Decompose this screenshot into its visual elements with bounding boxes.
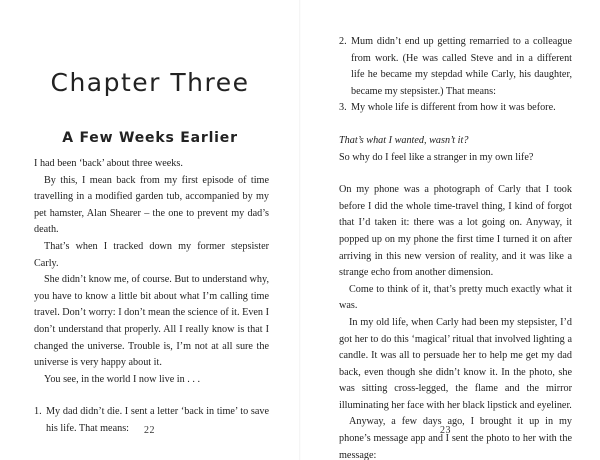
section-title: A Few Weeks Earlier bbox=[62, 130, 238, 146]
paragraph: She didn’t know me, of course. But to understand why, you have to know a little bit about what I’m calling time travel. Don’t worry: I don’t mean the science of it. Even I don’t understand that properly. All I really know is that I changed the universe. Trouble is, I’m not at all sure the universe is very happy about it. bbox=[34, 274, 269, 369]
list-text: My whole life is different from how it was before. bbox=[351, 102, 556, 114]
page-number: 23 bbox=[440, 425, 451, 436]
paragraph: On my phone was a photograph of Carly that I took before I did the whole time-travel thing, I kind of forgot that I’d taken it: there was a lot going on. Anyway, it popped up on my phone the first time I turned it on after arriving in this new version of reality, and it was like a strange echo from another dimension. bbox=[339, 184, 572, 279]
list-item bbox=[339, 100, 572, 117]
paragraph: You see, in the world I now live in . . . bbox=[44, 373, 201, 385]
list-text: My dad didn’t die. I sent a letter ‘back in time’ to save his life. That means: bbox=[46, 406, 269, 434]
right-page-body bbox=[339, 34, 572, 460]
question-line: So why do I feel like a stranger in my own life? bbox=[339, 151, 534, 163]
list-number: 3. bbox=[339, 102, 347, 114]
paragraph: Anyway, a few days ago, I brought it up in my phone’s message app and I sent the photo to her with the message: bbox=[339, 416, 572, 460]
list-item bbox=[339, 34, 572, 100]
chapter-title: Chapter Three bbox=[50, 68, 250, 97]
list-number: 2. bbox=[339, 36, 347, 47]
paragraph: By this, I mean back from my first episode of time travelling in a modified garden tub, accompanied by my pet hamster, Alan Shearer – the one to prevent my dad’s death. bbox=[34, 174, 269, 236]
page-number: 22 bbox=[144, 425, 155, 436]
paragraph: I had been ‘back’ about three weeks. bbox=[34, 158, 183, 169]
paragraph: In my old life, when Carly had been my stepsister, I’d got her to do this ‘magical’ ritual that involved lighting a candle. It was all to persuade her to help me get my dad back, even though she didn’t know it. In the photo, she was sitting cross-legged, the flame and the mirror illuminating her face with her black lipstick and eyeliner. bbox=[339, 316, 572, 411]
spacer bbox=[339, 117, 572, 133]
left-page-body bbox=[34, 156, 269, 438]
spacer bbox=[339, 166, 572, 182]
italic-thought: That’s what I wanted, wasn’t it? bbox=[339, 134, 469, 146]
list-text: Mum didn’t end up getting remarried to a colleague from work. (He was called Steve and in a different life he became my stepdad while Carly, his daughter, became my stepsister.) That means: bbox=[351, 36, 572, 97]
list-number: 1. bbox=[34, 406, 42, 418]
paragraph: Come to think of it, that’s pretty much exactly what it was. bbox=[339, 283, 572, 312]
paragraph: That’s when I tracked down my former stepsister Carly. bbox=[34, 240, 269, 269]
